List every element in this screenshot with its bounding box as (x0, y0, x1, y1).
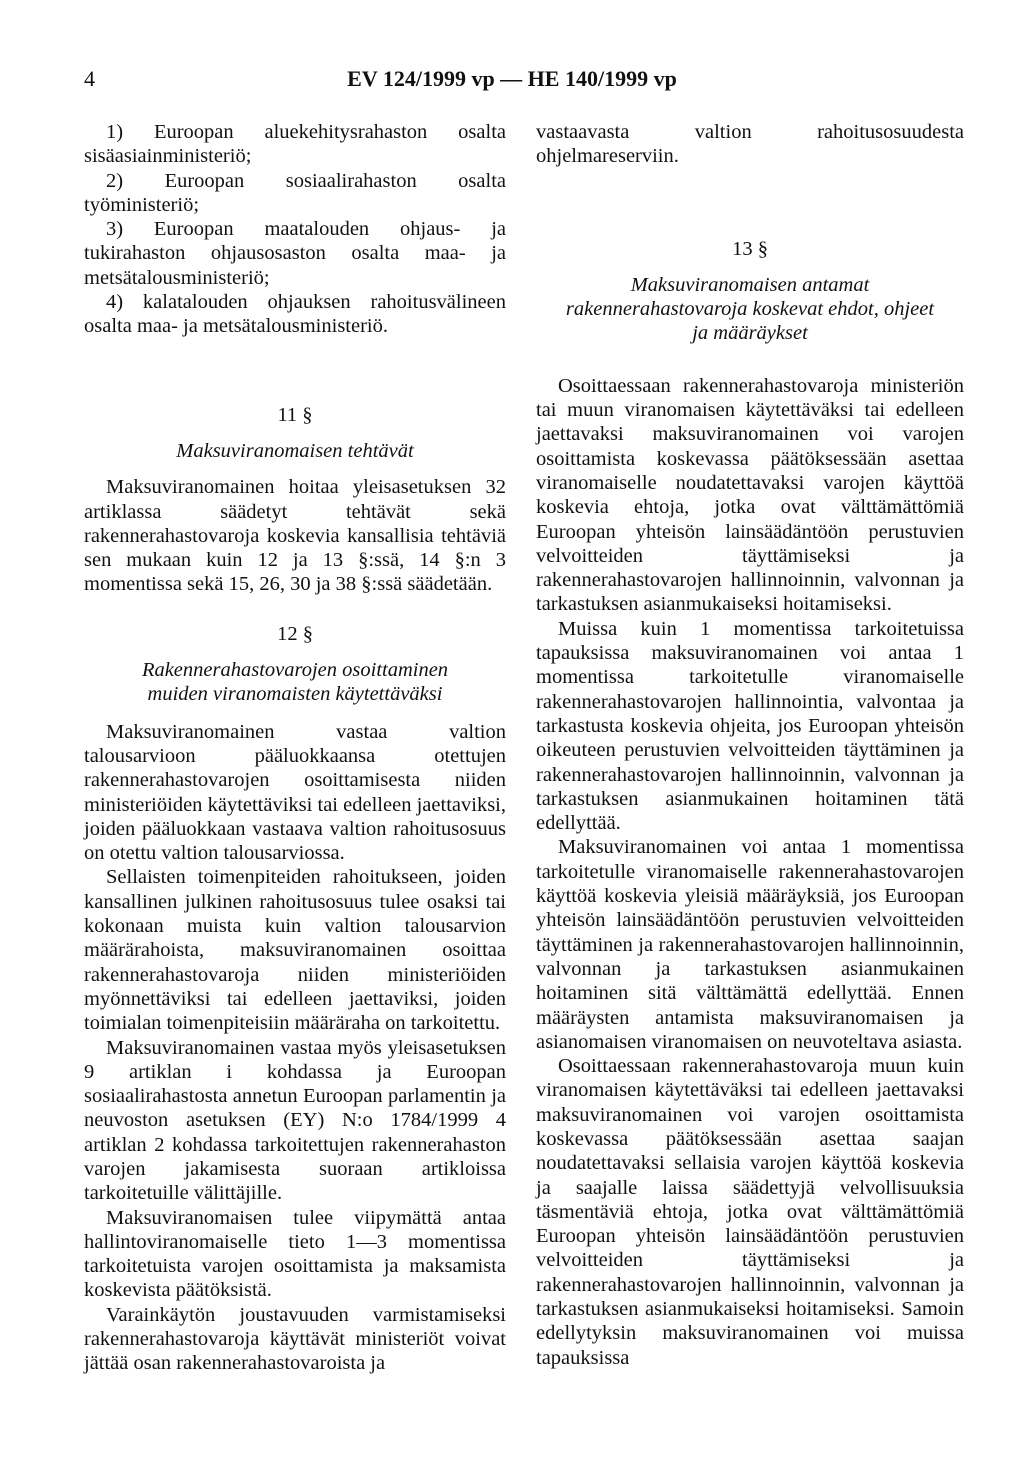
list-item: 4) kalatalouden ohjauksen rahoitusvälineen osalta maa- ja metsätalousministeriö. (84, 291, 506, 338)
section-11-paragraph: Maksuviranomainen hoitaa yleisasetuksen 32 artiklassa säädetyt tehtävät sekä rakennerahastovaroja koskevia kansallisia tehtäviä sen mukaan kuin 12 ja 13 §:ssä, 14 §:n 3 momentissa sekä 15, 26, 30 ja 38 §:ssä säädetään. (84, 476, 506, 596)
section-13-paragraph: Muissa kuin 1 momentissa tarkoitetuissa tapauksissa maksuviranomainen voi antaa 1 momentissa tarkoitetulle viranomaiselle rakennerahastovarojen hallinnointia, valvontaa ja tarkastusta koskevia ohjeita, jos Euroopan yhteisön oikeuteen perustuvien velvoitteiden täyttäminen ja rakennerahastovarojen hallinnoinnin, valvonnan ja tarkastuksen asianmukainen hoitaminen tätä edellyttää. (536, 617, 964, 835)
section-11-title: Maksuviranomaisen tehtävät (176, 439, 414, 462)
section-12-paragraph: Maksuviranomainen vastaa myös yleisasetuksen 9 artiklan i kohdassa ja Euroopan sosiaalirahastosta annetun Euroopan parlamentin ja neuvoston asetuksen (EY) N:o 1784/1999 4 artiklan 2 kohdassa tarkoitettujen rakennerahaston varojen jakamisesta suoraan artikloissa tarkoitetuille välittäjille. (84, 1036, 506, 1205)
section-12-title-line-1: Rakennerahastovarojen osoittaminen (141, 659, 449, 682)
section-12-paragraph: Sellaisten toimenpiteiden rahoitukseen, joiden kansallinen julkinen rahoitusosuus tulee osaksi tai kokonaan muista kuin valtion talousarvion määrärahoista, maksuviranomainen osoittaa rakennerahastovaroja niiden ministeriöiden myönnettäviksi tai edelleen jaettaviksi, joiden toimialan toimenpiteisiin määräraha on tarkoitettu. (84, 866, 506, 1035)
section-11-number: 11 § (277, 403, 313, 426)
section-12-paragraph: Maksuviranomaisen tulee viipymättä antaa hallintoviranomaiselle tieto 1—3 momentissa tarkoitetuista varojen osoittamista ja maksamista koskevista päätöksistä. (84, 1206, 506, 1302)
right-column (536, 120, 964, 1370)
section-13-paragraph: Maksuviranomainen voi antaa 1 momentissa tarkoitetulle viranomaiselle rakennerahastovarojen käyttöä koskevia yleisiä määräyksiä, jos Euroopan yhteisön lainsäädäntöön perustuvien velvoitteiden täyttäminen ja rakennerahastovarojen hallinnoinnin, valvonnan ja tarkastuksen asianmukainen hoitaminen sitä välttämättä edellyttää. Ennen määräysten antamista maksuviranomaisen ja asianomaisen viranomaisen on neuvoteltava asiasta. (536, 836, 964, 1053)
list-item: 3) Euroopan maatalouden ohjaus- ja tukirahaston ohjausosaston osalta maa- ja metsätalousministeriö; (84, 218, 506, 289)
section-13-number: 13 § (732, 237, 768, 260)
section-13-title-line-1: Maksuviranomaisen antamat (630, 273, 870, 296)
list-item: 1) Euroopan aluekehitysrahaston osalta sisäasiainministeriö; (84, 121, 506, 168)
page-number: 4 (84, 66, 95, 91)
section-12-title-line-2: muiden viranomaisten käytettäväksi (147, 683, 443, 706)
section-12-paragraph: Maksuviranomainen vastaa valtion talousarvioon pääluokkaansa otettujen rakennerahastovarojen osoittamisesta niiden ministeriöiden käytettäviksi tai edelleen jaettaviksi, joiden pääluokkaan vastaava valtion rahoitusosuus on otettu valtion talousarviossa. (84, 720, 506, 865)
section-13-title-line-3: ja määräykset (692, 322, 808, 345)
continued-paragraph: vastaavasta valtion rahoitusosuudesta ohjelmareserviin. (536, 121, 964, 168)
running-header: EV 124/1999 vp — HE 140/1999 vp (347, 66, 677, 91)
section-13-paragraph: Osoittaessaan rakennerahastovaroja ministeriön tai muun viranomaisen käytettäväksi tai edelleen jaettavaksi maksuviranomainen voi varojen osoittamista koskevassa päätöksessään asettaa viranomaiselle noudatettavaksi varojen käyttöä koskevia ehtoja, jotka ovat välttämättömiä Euroopan yhteisön lainsäädäntöön perustuvien velvoitteiden täyttämiseksi ja rakennerahastovarojen hallinnoinnin, valvonnan ja tarkastuksen asianmukaiseksi hoitamiseksi. (536, 374, 964, 616)
section-12-paragraph: Varainkäytön joustavuuden varmistamiseksi rakennerahastovaroja käyttävät ministeriöt voivat jättää osan rakennerahastovaroista ja (84, 1303, 506, 1375)
section-12-number: 12 § (277, 622, 313, 645)
left-column (84, 120, 506, 1376)
section-13-paragraph: Osoittaessaan rakennerahastovaroja muun kuin viranomaisen käytettäväksi tai edelleen jaettavaksi maksuviranomainen voi varojen osoittamista koskevassa päätöksessään asettaa saajan noudatettavaksi sellaisia varojen käyttöä koskevia ja saajalle laissa säädettyjä velvollisuuksia täsmentäviä ehtoja, jotka ovat välttämättömiä Euroopan yhteisön lainsäädäntöön perustuvien velvoitteiden täyttämiseksi ja rakennerahastovarojen hallinnoinnin, valvonnan ja tarkastuksen asianmukaiseksi hoitamiseksi. Samoin edellytyksin maksuviranomainen voi muissa tapauksissa (536, 1055, 964, 1369)
section-13-title-line-2: rakennerahastovaroja koskevat ehdot, ohjeet (565, 298, 935, 321)
list-item: 2) Euroopan sosiaalirahaston osalta työministeriö; (84, 169, 506, 216)
